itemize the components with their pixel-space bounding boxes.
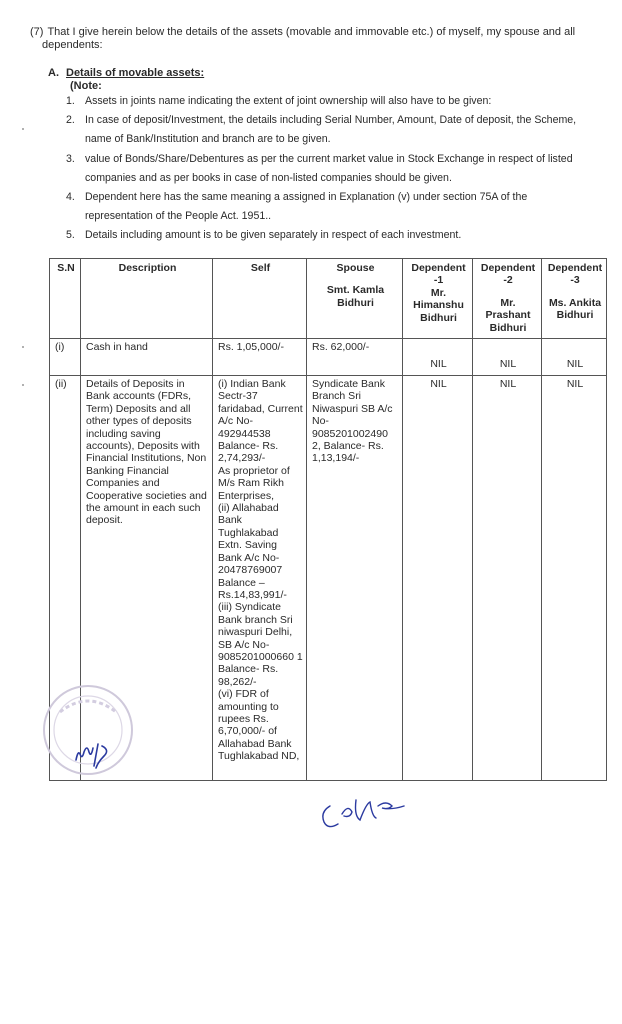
note-item — [66, 111, 611, 149]
header-dependent-3 — [542, 259, 607, 339]
note-text: value of Bonds/Share/Debentures as per the current market value in Stock Exchange in respect of listed — [85, 152, 573, 165]
note-number: 4. — [66, 191, 75, 204]
cell-dependent-2: NIL — [473, 376, 542, 781]
note-text: Assets in joints name indicating the extent of joint ownership will also have to be given: — [85, 95, 492, 107]
self-deposit-entry: As proprietor of M/s Ram Rikh Enterprises, — [218, 464, 290, 502]
cell-description: Details of Deposits in Bank accounts (FDRs, Term) Deposits and all other types of deposits including saving accounts), Deposits with Financial Institutions, Non Banking Financial Companies and Cooperative societies and the amount in each such deposit. — [81, 376, 213, 781]
note-number: 1. — [66, 95, 75, 107]
header-dep1-label: Dependent -1 — [411, 262, 466, 287]
cell-self: Rs. 1,05,000/- — [213, 339, 307, 376]
header-dep2-label: Dependent -2 — [480, 262, 536, 287]
note-number: 3. — [66, 152, 75, 165]
note-number: 5. — [66, 229, 75, 242]
cell-dependent-3: NIL — [542, 376, 607, 781]
note-item — [66, 92, 611, 111]
header-dep1-name: Mr. Himanshu Bidhuri — [413, 286, 464, 324]
notes-list — [66, 92, 611, 246]
note-text: representation of the People Act. 1951.. — [85, 210, 272, 223]
note-item — [66, 188, 611, 226]
cell-sn: (i) — [50, 339, 81, 376]
cell-spouse: Rs. 62,000/- — [307, 339, 403, 376]
header-dep3-label: Dependent -3 — [547, 262, 603, 287]
intro-line-2: dependents: — [42, 39, 103, 51]
cell-self — [213, 376, 307, 781]
header-spouse-label: Spouse — [336, 262, 375, 274]
note-item — [66, 226, 611, 245]
section-title: Details of movable assets: — [66, 67, 205, 79]
note-text: Dependent here has the same meaning a assigned in Explanation (v) under section 75A of the — [85, 191, 528, 204]
self-deposit-entry: (ii) Allahabad Bank Tughlakabad Extn. Saving Bank A/c No- 20478769007 Balance – Rs.14,83,991/- — [218, 502, 287, 601]
self-deposit-entry: (iii) Syndicate Bank branch Sri niwaspuri Delhi, SB A/c No- 9085201000660 1 Balance- Rs. 98,262/- — [218, 601, 303, 688]
cell-sn: (ii) — [50, 376, 81, 781]
table-header-row — [50, 259, 607, 339]
header-dep3-name: Ms. Ankita Bidhuri — [548, 296, 602, 322]
self-deposit-entry: (vi) FDR of amounting to rupees Rs. 6,70,000/- of Allahabad Bank Tughlakabad ND, — [218, 688, 300, 763]
margin-mark — [22, 128, 24, 130]
cell-spouse: Syndicate Bank Branch Sri Niwaspuri SB A/c No- 9085201002490 2, Balance- Rs. 1,13,194/- — [307, 376, 403, 781]
note-text: In case of deposit/Investment, the details including Serial Number, Amount, Date of deposit, the Scheme, — [85, 114, 577, 127]
intro-line-1: That I give herein below the details of the assets (movable and immovable etc.) of myself, my spouse and all — [47, 26, 576, 38]
note-number: 2. — [66, 114, 75, 127]
header-spouse-name: Smt. Kamla Bidhuri — [326, 284, 385, 309]
note-text: name of Bank/Institution and branch are to be given. — [85, 133, 331, 146]
header-description: Description — [81, 259, 213, 339]
header-dep2-name: Mr. Prashant Bidhuri — [485, 296, 531, 334]
note-item — [66, 150, 611, 188]
header-spouse — [307, 259, 403, 339]
self-deposit-entry: (i) Indian Bank Sectr-37 faridabad, Current A/c No- 492944538 Balance- Rs. 2,74,293/- — [218, 378, 303, 465]
note-label: (Note: — [70, 80, 102, 92]
margin-mark — [22, 346, 24, 348]
intro-paragraph — [30, 26, 600, 52]
cell-description: Cash in hand — [81, 339, 213, 376]
note-text: companies and as per books in case of non-listed companies should be given. — [85, 171, 452, 184]
cell-dependent-1: NIL — [403, 339, 473, 376]
header-self: Self — [213, 259, 307, 339]
header-dependent-1 — [403, 259, 473, 339]
cell-dependent-2: NIL — [473, 339, 542, 376]
header-sn: S.N — [50, 259, 81, 339]
cell-dependent-3: NIL — [542, 339, 607, 376]
intro-number: (7) — [30, 26, 44, 38]
margin-mark — [22, 384, 24, 386]
section-letter: A. — [48, 67, 59, 79]
table-row — [50, 339, 607, 376]
cell-dependent-1: NIL — [403, 376, 473, 781]
notary-stamp-icon — [40, 682, 136, 778]
note-text: Details including amount is to be given separately in respect of each investment. — [85, 229, 462, 242]
signature-icon — [318, 792, 414, 832]
section-a-heading — [48, 67, 204, 79]
header-dependent-2 — [473, 259, 542, 339]
